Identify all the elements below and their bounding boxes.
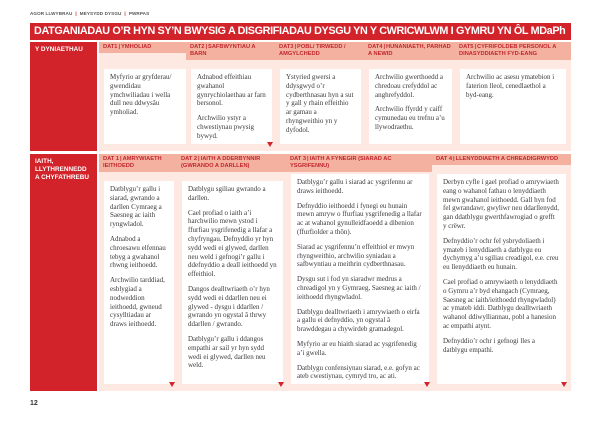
breadcrumb-part-3: PWRPAS <box>128 11 150 16</box>
column-header: DAT4|HUNANIAETH, PARHAD A NEWID <box>364 42 457 60</box>
column-body: Myfyrio ar gryfderau/ gwendidau ymchwiliadau i wella dull neu ddwysâu ymholiad. <box>104 69 187 144</box>
s2-column-4 <box>432 154 571 391</box>
column-header: DAT2|SAFBWYNTIAU A BARN <box>186 42 277 60</box>
continue-marker-icon <box>278 382 284 387</box>
s1-column-5 <box>455 42 571 151</box>
page-title: DATGANIADAU O’R HYN SY’N BWYSIG A DISGRIFIADAU DYSGU YN Y CWRICWLWM I GYMRU YN ÔL MDaPh <box>30 23 571 40</box>
column-header: DAT3|POBL/ TIRWEDD / AMGYLCHEDD <box>275 42 366 60</box>
s2-column-1 <box>99 154 179 391</box>
column-header: DAT5|CYFRIFOLDEB PERSONOL A DINASYDDIAETH FYD-EANG <box>455 42 571 60</box>
breadcrumb-part-2: MEYSYDD DYSGU <box>79 11 122 16</box>
page-number: 12 <box>30 400 38 407</box>
continue-marker-icon <box>267 142 273 147</box>
s1-column-1 <box>99 42 192 151</box>
column-body: Ystyried gwersi a ddysgwyd o’r cydberthnasau hyn a sut y gall y rhain effeithio ar gamau a rhyngweithio yn y dyfodol. <box>280 69 361 144</box>
continue-marker-icon <box>169 382 175 387</box>
column-header: DAT 2|IAITH A DDERBYNNIR (GWRANDO A DARLLEN) <box>177 154 288 172</box>
column-body: Archwilio gwerthoedd a chredoau crefyddol ac anghrefyddol. Archwilio ffyrdd y caiff cymunedau eu trefnu a’u llywodraethu. <box>369 69 452 144</box>
column-body: Datblygu sgiliau gwrando a darllen. Cael profiad o iaith a’i harchwilio mewn ystod i ffurfiau ysgrifenedig a llafar a chyfryngau. Defnyddio yr hyn sydd wedi ei glywed, darllen neu weld i gefnogi’r gallu i ddefnyddio a deall ieithoedd yn effeithiol. Dangos dealltwriaeth o’r hyn sydd wedi ei ddarllen neu ei glywed - dysgu i ddarllen / gwrando yn ogystal â thrwy ddarllen / gwrando. Datblygu’r gallu i ddangos empathi ar sail yr hyn sydd wedi ei glywed, darllen neu weld. <box>182 181 283 384</box>
column-body: Adnabod effeithiau gwahanol gynrychiolaethau ar farn bersonol. Archwilio ystyr a chwestiynau pwysig bywyd. <box>191 69 272 144</box>
column-body: Archwilio ac asesu ymatebion i faterion lleol, cenedlaethol a byd-eang. <box>460 69 566 144</box>
s2-column-3 <box>286 154 434 391</box>
column-body: Datblygu’r gallu i siarad, gwrando a darllen Cymraeg a Saesneg ac iaith ryngwladol. Adnabod a chroesawu elfennau tebyg a gwahanol rhwng ieithoedd. Archwilio tarddiad, esblygiad a nodweddion ieithoedd, gwneud cysylltiadau ar draws ieithoedd. <box>104 181 174 384</box>
continue-marker-icon <box>424 382 430 387</box>
column-header: DAT 4|LLENYDDIAETH A CHREADIGRWYDD <box>432 154 571 165</box>
section-label-language-literacy: IAITH, LLYTHRENNEDD A CHYFATHREBU <box>30 154 97 391</box>
breadcrumb: AGOR LLWYBRAU | MEYSYDD DYSGU | PWRPAS <box>30 11 150 16</box>
column-header: DAT 1|AMRYWIAETH IEITHOEDD <box>99 154 179 172</box>
s1-column-2 <box>186 42 277 151</box>
section-label-humanities: Y DYNIAETHAU <box>30 42 97 151</box>
s2-column-2 <box>177 154 288 391</box>
column-body: Datblygu’r gallu i siarad ac ysgrifennu ar draws ieithoedd. Defnyddio ieithoedd i fynegi eu hunain mewn amryw o ffurfiau ysgrifenedig a llafar ac at wahanol gynulleidfaoedd a dibenion (ffurfiolder a thôn). Siarad ac ysgrifennu’n effeithiol er mwyn rhyngweithio, archwilio syniadau a safbwyntiau a meithrin cydberthnasau. Dysgu sut i fod yn siaradwr medrus a chreadigol yn y Gymraeg, Saesneg ac iaith / ieithoedd rhyngwladol. Datblygu dealltwriaeth i amrywiaeth o eirfa a gallu ei defnyddio, yn ogystal â brawddegau a chywirdeb gramadegol. Myfyrio ar eu hiaith siarad ac ysgrifenedig a’i gwella. Datblygu confensiynau siarad, e.e. gofyn ac ateb cwestiynau, cymryd tro, ac ati. <box>291 174 429 384</box>
s1-column-4 <box>364 42 457 151</box>
column-header: DAT1|YMHOLIAD <box>99 42 192 53</box>
breadcrumb-part-1: AGOR LLWYBRAU <box>30 11 73 16</box>
column-body: Derbyn cyfle i gael profiad o amrywiaeth eang o wahanol fathau o lenyddiaeth mewn gwahanol ieithoedd. Gall hyn fod fel gwrandawr, gwyliwr neu ddarllenydd, gan ddatblygu gwerthfawrogiad o grefft y crëwr. Defnyddio’r ochr fel ysbrydoliaeth i ymateb i lenyddiaeth a datblygu eu dychymyg a’u sgiliau creadigol, e.e. creu eu llenyddiaeth eu hunain. Cael profiad o amrywiaeth o lenyddiaeth o Gymru a’r byd ehangach (Cymraeg, Saesneg ac iaith/ieithoedd rhyngwladol) ac ymateb iddi. Datblygu dealltwriaeth wahanol ddiwylliannau, pobl a hanesion ac empathi atynt. Defnyddio’r ochr i gefnogi lles a datblygu empathi. <box>437 174 566 384</box>
s1-column-3 <box>275 42 366 151</box>
continue-marker-icon <box>561 382 567 387</box>
column-header: DAT 3|IAITH A FYNEGIR (SIARAD AC YSGRIFENNU) <box>286 154 434 172</box>
